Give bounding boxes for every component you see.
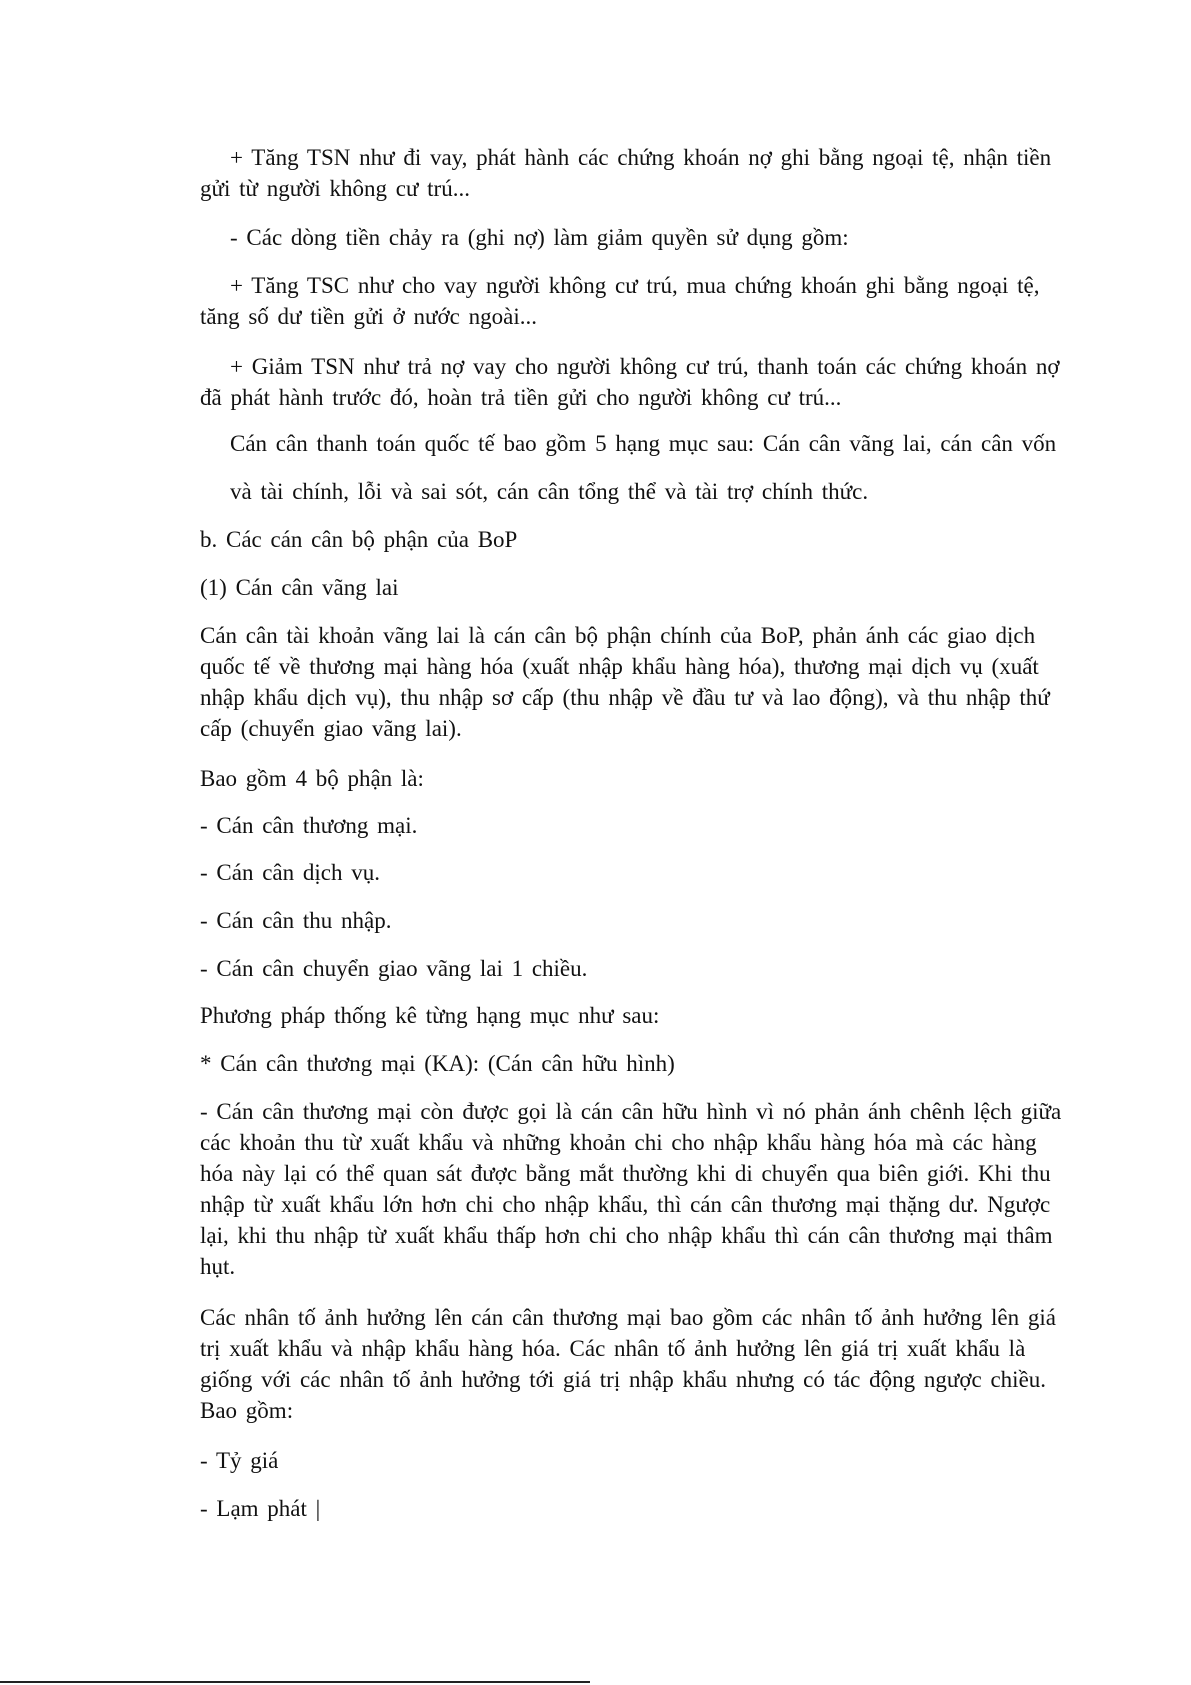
list-item-services: [200, 857, 380, 888]
paragraph-method: [200, 1000, 659, 1031]
paragraph-bop-items-2: [230, 476, 868, 507]
heading-trade-balance: [200, 1048, 675, 1079]
paragraph-trade-balance: [200, 1096, 1061, 1282]
text-line: tăng số dư tiền gửi ở nước ngoài...: [200, 304, 537, 329]
text-line: + Giảm TSN như trả nợ vay cho người không cư trú, thanh toán các chứng khoán nợ: [230, 354, 1060, 379]
paragraph-outflows: [230, 222, 849, 253]
text-line: - Cán cân chuyển giao vãng lai 1 chiều.: [200, 956, 588, 981]
text-line: Bao gồm:: [200, 1398, 294, 1423]
paragraph-current-account: [200, 620, 1050, 744]
text-line: nhập từ xuất khẩu lớn hơn chi cho nhập khẩu, thì cán cân thương mại thặng dư. Ngược: [200, 1192, 1051, 1217]
text-line: trị xuất khẩu và nhập khẩu hàng hóa. Các nhân tố ảnh hưởng lên giá trị xuất khẩu là: [200, 1336, 1026, 1361]
text-line: + Tăng TSN như đi vay, phát hành các chứng khoán nợ ghi bằng ngoại tệ, nhận tiền: [230, 145, 1052, 170]
subsection-heading-1: [200, 572, 398, 603]
paragraph-four-parts: [200, 763, 424, 794]
text-line: - Cán cân thu nhập.: [200, 908, 392, 933]
text-line: + Tăng TSC như cho vay người không cư trú, mua chứng khoán ghi bằng ngoại tệ,: [230, 273, 1040, 298]
text-line: - Tỷ giá: [200, 1448, 279, 1473]
list-item-inflation: [200, 1493, 320, 1524]
list-item-income: [200, 905, 391, 936]
text-line: - Cán cân thương mại còn được gọi là cán cân hữu hình vì nó phản ánh chênh lệch giữa: [200, 1099, 1062, 1124]
text-line: hóa này lại có thể quan sát được bằng mắt thường khi di chuyển qua biên giới. Khi thu: [200, 1161, 1051, 1186]
paragraph-tsn-decrease: [200, 351, 1060, 413]
text-line: Bao gồm 4 bộ phận là:: [200, 766, 424, 791]
text-line: (1) Cán cân vãng lai: [200, 575, 399, 600]
text-line: Phương pháp thống kê từng hạng mục như sau:: [200, 1003, 660, 1028]
text-line: - Cán cân dịch vụ.: [200, 860, 380, 885]
paragraph-tsn-increase: [200, 142, 1052, 204]
list-item-exchange-rate: [200, 1445, 278, 1476]
list-item-transfers: [200, 953, 587, 984]
paragraph-bop-items-1: [230, 428, 1056, 459]
text-line: - Các dòng tiền chảy ra (ghi nợ) làm giảm quyền sử dụng gồm:: [230, 225, 849, 250]
text-line: Cán cân tài khoản vãng lai là cán cân bộ phận chính của BoP, phản ánh các giao dịch: [200, 623, 1036, 648]
text-line: quốc tế về thương mại hàng hóa (xuất nhập khẩu hàng hóa), thương mại dịch vụ (xuất: [200, 654, 1039, 679]
text-line: giống với các nhân tố ảnh hưởng tới giá trị nhập khẩu nhưng có tác động ngược chiều.: [200, 1367, 1047, 1392]
page-bottom-divider: [0, 1681, 590, 1683]
text-line: Các nhân tố ảnh hưởng lên cán cân thương mại bao gồm các nhân tố ảnh hưởng lên giá: [200, 1305, 1056, 1330]
text-line: lại, khi thu nhập từ xuất khẩu thấp hơn chi cho nhập khẩu thì cán cân thương mại thâm: [200, 1223, 1053, 1248]
text-line: - Lạm phát |: [200, 1496, 321, 1521]
text-line: b. Các cán cân bộ phận của BoP: [200, 527, 518, 552]
text-line: * Cán cân thương mại (KA): (Cán cân hữu hình): [200, 1051, 675, 1076]
paragraph-trade-factors: [200, 1302, 1056, 1426]
text-line: - Cán cân thương mại.: [200, 813, 418, 838]
text-line: hụt.: [200, 1254, 236, 1279]
text-line: Cán cân thanh toán quốc tế bao gồm 5 hạng mục sau: Cán cân vãng lai, cán cân vốn: [230, 431, 1057, 456]
paragraph-tsc-increase: [200, 270, 1040, 332]
text-line: gửi từ người không cư trú...: [200, 176, 470, 201]
list-item-trade: [200, 810, 417, 841]
text-line: các khoản thu từ xuất khẩu và những khoản chi cho nhập khẩu hàng hóa mà các hàng: [200, 1130, 1037, 1155]
text-line: đã phát hành trước đó, hoàn trả tiền gửi cho người không cư trú...: [200, 385, 842, 410]
text-line: nhập khẩu dịch vụ), thu nhập sơ cấp (thu nhập về đầu tư và lao động), và thu nhập thứ: [200, 685, 1050, 710]
text-line: cấp (chuyển giao vãng lai).: [200, 716, 462, 741]
text-line: và tài chính, lỗi và sai sót, cán cân tổng thể và tài trợ chính thức.: [230, 479, 869, 504]
section-heading-b: [200, 524, 517, 555]
